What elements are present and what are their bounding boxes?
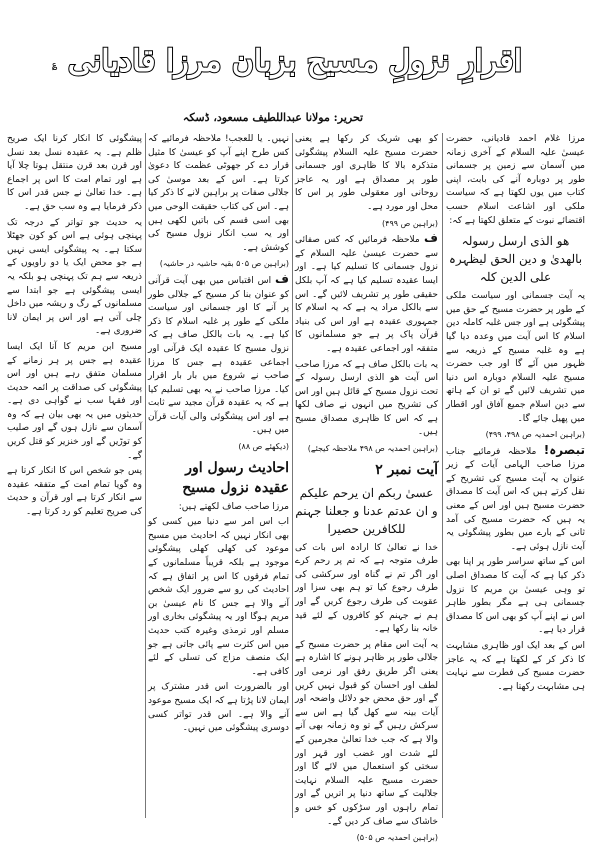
column-rule [442,133,443,818]
citation: (براہین احمدیہ ص ۵۰۵) [356,833,438,843]
column-rule [292,133,293,818]
byline: تحریر: مولانا عبداللطیف مسعود، ڈسکہ [182,111,364,124]
paragraph: پس جو شخص اس کا انکار کرتا ہے وہ گویا تمام امت کے متفقہ عقیدہ سے انکار کرتا ہے اور قرآن و حدیث کی صریح تعلیم کو رد کرتا ہے۔ [7,466,142,518]
column-2 [295,133,438,843]
paragraph: ملاحظہ فرمائیے جناب مرزا صاحب الہامی آیات کے زیر عنوان یہ آیت مسیح کی تشریح کے نقل کرتے ہیں کہ اس آیت کا مصداق حضرت مسیح ہیں اور اس کے معنی یہ ہیں کہ حضرت مسیح کی آمد ثانی کے بارے میں بطور پیشگوئی یہ آیت نازل ہوئی ہے۔ [446,446,585,552]
paragraph: کو بھی شریک کر رکھا ہے یعنی حضرت مسیح علیہ السلام پیشگوئی متذکرہ بالا کا ظاہری اور جسمانی طور پر مصداق ہے اور یہ عاجز روحانی اور معقولی طور پر اس کا محل اور مورد ہے۔ [295,134,438,212]
paragraph: یہ حدیث جو تواتر کے درجہ تک پہنچی ہوئی ہے اس کو کون جھٹلا سکتا ہے۔ یہ پیشگوئی ایسی نہیں ہے جو محض ایک یا دو راویوں کے ذریعہ سے ہم تک پہنچی ہو بلکہ یہ ایسی پیشگوئی ہے جو ابتدا سے مسلمانوں کے رگ و ریشہ میں داخل چلی آتی ہے اور اس پر ایمان لانا ضروری ہے۔ [7,217,142,337]
paragraph: اور بالضرورت اس قدر مشترک پر ایمان لانا پڑتا ہے کہ ایک مسیح موعود آنے والا ہے۔ اس قدر تواتر کسی دوسری پیشگوئی میں نہیں۔ [148,682,289,734]
lead-word: تبصرہ! [543,442,585,457]
citation: (براہین احمدیہ ص ۴۹۸، ۴۹۹) [485,430,585,440]
citation: (دیکھئے ص ۸۸) [238,442,289,452]
column-3 [148,133,289,818]
paragraph: یہ آیت جسمانی اور سیاست ملکی کے طور پر حضرت مسیح کے حق میں پیشگوئی ہے اور جس غلبہ کاملہ دین اسلام کا اس آیت میں وعدہ دیا گیا ہے وہ غلبہ مسیح کے ذریعہ سے ظہور میں آئے گا اور جب حضرت مسیح علیہ السلام دوبارہ اس دنیا میں تشریف لائیں گے تو ان کے ہاتھ سے دین اسلام جمیع آفاق اور اقطار میں پھیل جائے گا۔ [446,291,585,424]
paragraph: مرزا غلام احمد قادیانی، حضرت عیسیٰ علیہ السلام کے آخری زمانہ میں آسمان سے زمین پر جسمانی طور پر دوبارہ آنے کی بابت، اپنی کتاب میں یوں لکھتا ہے کہ سیاست ملکی اور اشاعت اسلام حسب اقتضائے نبوت کے متعلق لکھتا ہے کہ: [446,134,585,226]
headline [40,30,550,92]
paragraph: اس کے ساتھ سراسر طور پر اپنا بھی ذکر کیا ہے کہ آیت کا مصداق اصلی تو وہی عیسیٰ بن مریم کا نزول جسمانی ہی ہے مگر بطور ظاہر اس نے اپنے آپ کو بھی اس کا مصداق قرار دیا ہے۔ [446,557,585,636]
subheading: احادیث رسول اور عقیدہ نزول مسیح [182,459,289,496]
citation: (براہین ص ۵۰۵ بقیہ حاشیہ در حاشیہ) [159,259,289,269]
headline-title: اقرارِ نزولِ مسیح بزبان مرزا قادیانی [67,43,523,79]
quranic-verse: ھو الذی ارسل رسولہ بالھدیٰ و دین الحق لیظہرہ علی الدین کلہ [448,234,583,285]
citation: (براہین احمدیہ ص ۴۹۸ ملاحظہ کیجئے) [307,444,438,454]
paragraph: یہ آیت اس مقام پر حضرت مسیح کے جلالی طور پر ظاہر ہونے کا اشارہ ہے یعنی اگر طریق رفق اور نرمی اور لطف اور احسان کو قبول نہیں کریں گے اور حق محض جو دلائل واضحہ اور آیات بینہ سے کھل گیا ہے اس سے سرکش رہیں گے تو وہ زمانہ بھی آنے والا ہے کہ جب خدا تعالیٰ مجرمین کے لئے شدت اور غضب اور قہر اور سختی کو استعمال میں لائے گا اور حضرت مسیح علیہ السلام نہایت جلالیت کے ساتھ دنیا پر اتریں گے اور تمام راہوں اور سڑکوں کو خس و خاشاک سے صاف کر دیں گے۔ [295,639,438,827]
lead-word: ف [424,231,438,246]
paragraph: اس اقتباس میں بھی آیت قرآنی کو عنوان بنا کر مسیح کے جلالی طور پر آنے کا اور جسمانی اور سیاست ملکی کے طور پر غلبہ اسلام کا ذکر کیا ہے۔ یہ بات بالکل صاف ہے کہ نزول مسیح کا عقیدہ ایک قرآنی اور اجماعی عقیدہ ہے جس کا مرزا صاحب نے شروع میں بار بار اقرار کیا۔ مرزا صاحب نے یہ بھی تسلیم کیا ہے کہ یہ عقیدہ قرآن مجید سے ثابت ہے اور اس پیشگوئی والی آیات قرآن میں ہیں۔ [148,275,289,436]
paragraph: اب اس امر سے دنیا میں کسی کو بھی انکار نہیں کہ احادیث میں مسیح موعود کی کھلی کھلی پیشگوئی موجود ہے بلکہ قریباً مسلمانوں کے تمام فرقوں کا اس پر اتفاق ہے کہ احادیث کی رو سے ضرور ایک شخص آنے والا ہے جس کا نام عیسیٰ بن مریم ہوگا اور یہ پیشگوئی بخاری اور مسلم اور ترمذی وغیرہ کتب حدیث میں اس کثرت سے پائی جاتی ہے جو ایک منصف مزاج کی تسلی کے لئے کافی ہے۔ [148,517,289,677]
paragraph: ملاحظہ فرمائیں کہ کس صفائی سے حضرت عیسیٰ علیہ السلام کے نزول جسمانی کا تسلیم کیا ہے۔ اور ایسا عقیدہ تسلیم کیا ہے کہ آپ بلکل حقیقی طور پر تشریف لائیں گے۔ اس سے بالکل مراد یہ ہے کہ یہ اسلام کا جمہوری عقیدہ ہے اور اس کی بنیاد قرآن پاک پر ہے جو مسلمانوں کا متفقہ اور اجماعی عقیدہ ہے۔ [295,235,438,354]
citation: (براہین ص ۴۹۹) [382,218,438,228]
paragraph: نہیں۔ یا للعجب! ملاحظہ فرمائیے کہ کس طرح اپنے آپ کو عیسیٰ کا مثیل قرار دے کر جھوٹی عظمت کا دعویٰ کرتا ہے۔ اس کے بعد موسیٰ کی جلالی صفات پر براہین لانے کا ذکر کیا ہے۔ اس کی کتاب حقیقت الوحی میں بھی اسی قسم کی باتیں لکھی ہیں اور یہ سب انکار نزول مسیح کی کوشش ہے۔ [148,134,289,253]
lead-word: ف [275,271,289,286]
paragraph: مسیح ابن مریم کا آنا ایک ایسا عقیدہ ہے جس پر ہر زمانے کے مسلمان متفق رہے ہیں اور اس پیشگوئی کی صداقت پر ائمہ حدیث اور فقہا سب نے گواہی دی ہے۔ حدیثوں میں یہ بھی بیان ہے کہ وہ آسمان سے نازل ہوں گے اور صلیب کو توڑیں گے اور خنزیر کو قتل کریں گے۔ [7,341,142,461]
paragraph: یہ بات بالکل صاف ہے کہ مرزا صاحب اس آیت ھو الذی ارسل رسولہ کے تحت نزول مسیح کے قائل ہیں اور اس کی تشریح میں انہوں نے صاف لکھا ہے کہ اس کا ظاہری مصداق مسیح ہیں۔ [295,359,438,438]
paragraph: اس کے بعد ایک اور ظاہری مشابہت کا ذکر کر کے لکھتا ہے کہ یہ عاجز حضرت مسیح کی فطرت سے نہایت ہی مشابہت رکھتا ہے۔ [446,641,585,692]
column-1 [446,133,585,818]
column-rule [145,133,146,818]
paragraph: پیشگوئی کا انکار کرنا ایک صریح ظلم ہے۔ یہ عقیدہ نسل بعد نسل اور قرن بعد قرن منتقل ہوتا چلا آیا ہے اور تمام امت کا اس پر اجماع ہے۔ خدا تعالیٰ نے جس قدر اس کا ذکر فرمایا ہے وہ سب حق ہے۔ [7,134,142,212]
headline-ornament: ؏ [52,60,58,70]
paragraph: خدا نے تعالیٰ کا ارادہ اس بات کی طرف متوجہ ہے کہ تم پر رحم کرے اور اگر تم نے گناہ اور سرکشی کی طرف رجوع کیا تو ہم بھی سزا اور عقوبت کی طرف رجوع کریں گے اور ہم نے جہنم کو کافروں کے لئے قید خانہ بنا رکھا ہے۔ [295,542,438,635]
quranic-verse: عسیٰ ربکم ان یرحم علیکم و ان عدتم عدنا و جعلنا جہنم للکافرین حصیرا [295,485,438,536]
paragraph: مرزا صاحب صاف لکھتے ہیں: [178,501,289,512]
column-4 [7,133,142,818]
subheading: آیت نمبر ۲ [375,461,438,478]
